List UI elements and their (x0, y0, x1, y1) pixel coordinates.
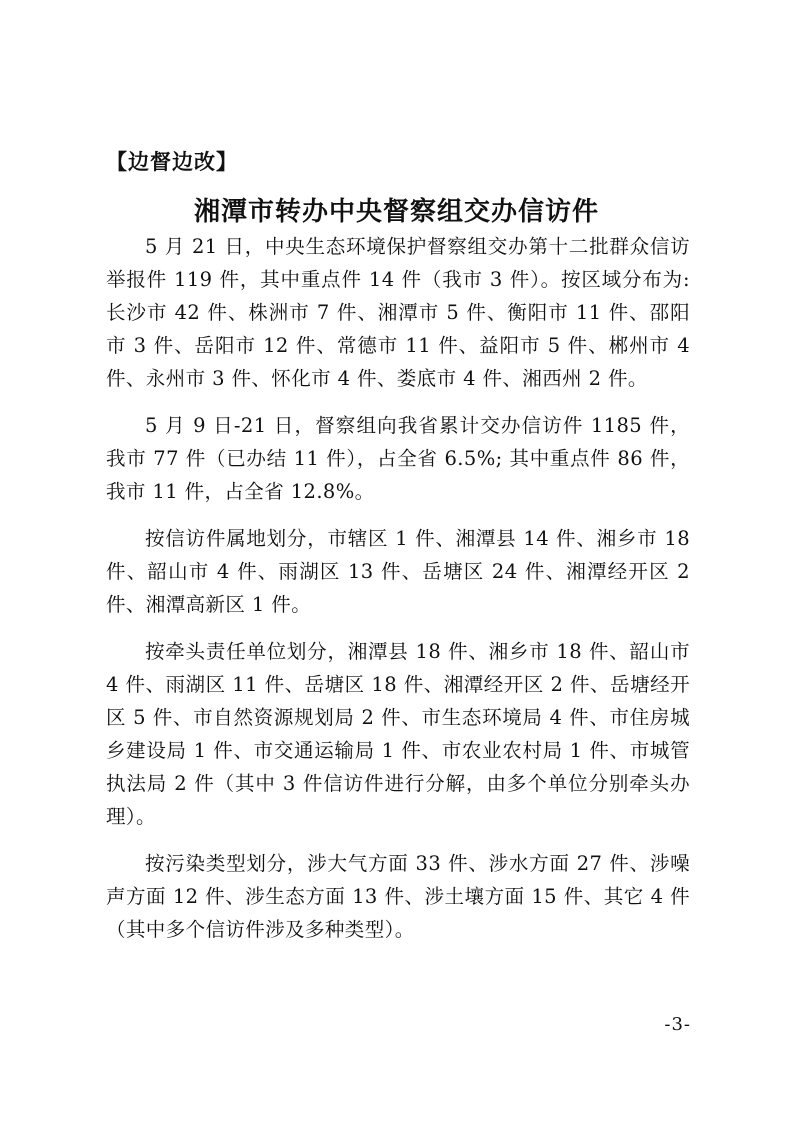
document-title: 湘潭市转办中央督察组交办信访件 (193, 197, 599, 227)
section-tag: 【边督边改】 (106, 150, 238, 174)
paragraph-by-locality: 按信访件属地划分，市辖区 1 件、湘潭县 14 件、湘乡市 18 件、韶山市 4 件、雨湖区 13 件、岳塘区 24 件、湘潭经开区 2 件、湘潭高新区 1 件。 (106, 527, 690, 616)
paragraph-summary: 5 月 21 日，中央生态环境保护督察组交办第十二批群众信访举报件 119 件，其中重点件 14 件（我市 3 件）。按区域分布为:长沙市 42 件、株洲市 7 件、湘潭市 5 件、衡阳市 11 件、邵阳市 3 件、岳阳市 12 件、常德市 11 件、益阳市 5 件、郴州市 4 件、永州市 3 件、怀化市 4 件、娄底市 4 件、湘西州 2 件。 (106, 235, 690, 390)
page-number: -3- (664, 1014, 691, 1035)
paragraph-by-pollution-type: 按污染类型划分，涉大气方面 33 件、涉水方面 27 件、涉噪声方面 12 件、涉生态方面 13 件、涉土壤方面 15 件、其它 4 件（其中多个信访件涉及多种类型）。 (106, 852, 690, 941)
document-body (106, 230, 690, 960)
paragraph-by-responsible-unit: 按牵头责任单位划分，湘潭县 18 件、湘乡市 18 件、韶山市 4 件、雨湖区 11 件、岳塘区 18 件、湘潭经开区 2 件、岳塘经开区 5 件、市自然资源规划局 2 件、市生态环境局 4 件、市住房城乡建设局 1 件、市交通运输局 1 件、市农业农村局 1 件、市城管执法局 2 件（其中 3 件信访件进行分解，由多个单位分别牵头办理）。 (106, 640, 690, 828)
paragraph-cumulative: 5 月 9 日-21 日，督察组向我省累计交办信访件 1185 件，我市 77 件（已办结 11 件），占全省 6.5%; 其中重点件 86 件，我市 11 件，占全省 12.8%。 (106, 414, 690, 503)
